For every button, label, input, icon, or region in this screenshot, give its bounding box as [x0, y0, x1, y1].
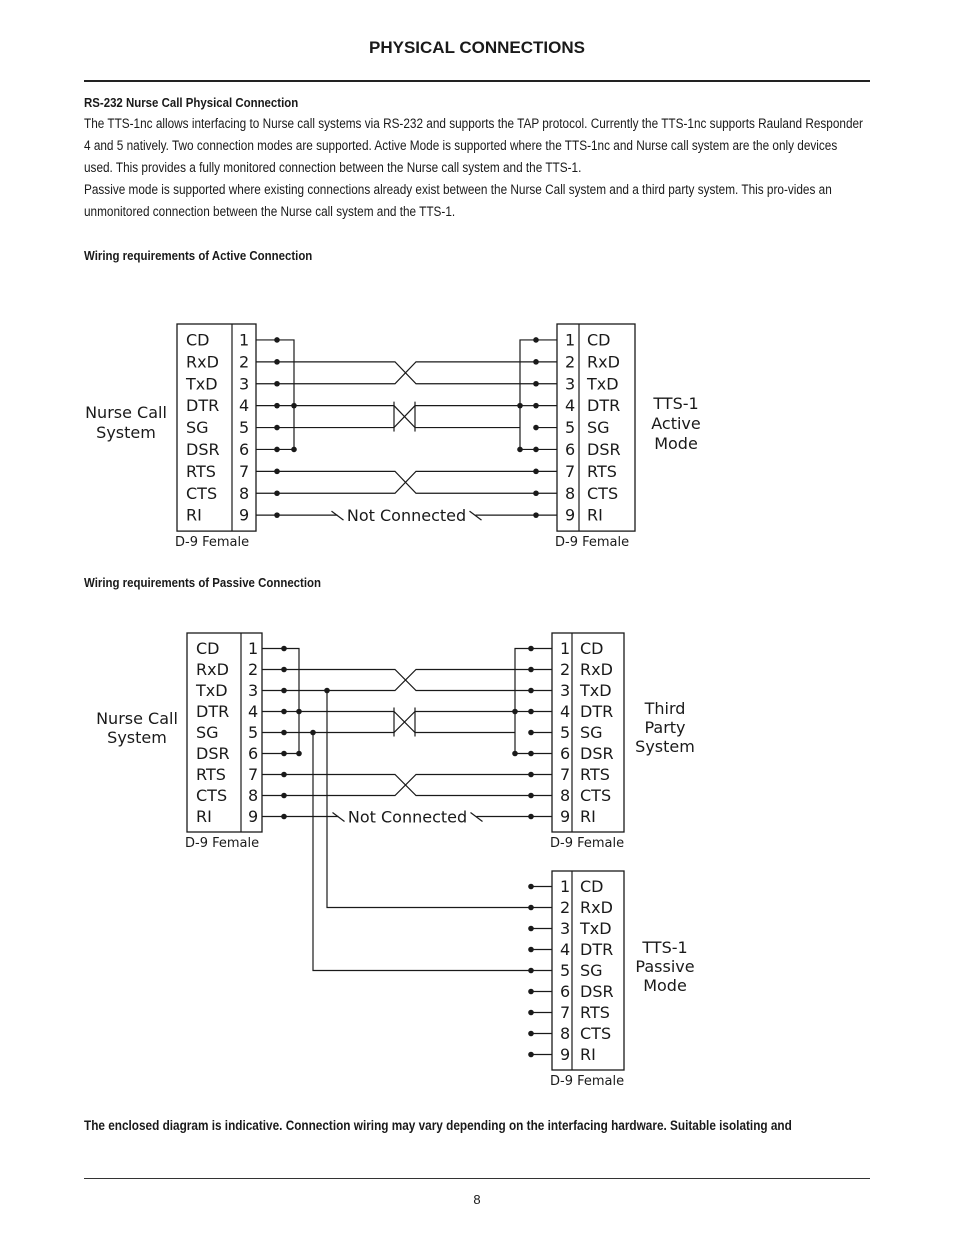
passive-left-loop-dot [296, 751, 302, 757]
passive-right-signal-label: SG [580, 723, 603, 742]
passive-rxtx-cross-1 [284, 670, 531, 691]
passive-right-signal-label: RxD [580, 660, 613, 679]
passive-right-signal-label: RI [580, 807, 596, 826]
passive-left-system-label: Nurse Call [96, 709, 178, 728]
passive-tts-pin-label: 7 [560, 1003, 571, 1022]
active-left-pin-label: 5 [239, 418, 250, 438]
active-left-pin-label: 4 [239, 396, 250, 416]
passive-left-pin-label: 1 [248, 639, 259, 658]
passive-tts-signal-label: RxD [580, 898, 613, 917]
passive-tts-signal-label: CTS [580, 1024, 612, 1043]
active-right-loop-dot [517, 447, 523, 453]
passive-right-pin-label: 8 [560, 786, 571, 805]
active-left-pin-label: 1 [239, 330, 250, 350]
active-right-system-label: Mode [654, 434, 698, 453]
active-left-signal-label: DTR [186, 396, 220, 416]
passive-left-signal-label: SG [196, 723, 219, 742]
passive-tts-pin-dot [528, 926, 534, 932]
active-left-pin-label: 8 [239, 483, 250, 503]
passive-left-pin-label: 8 [248, 786, 259, 805]
passive-tts-pin-label: 5 [560, 961, 571, 980]
page-number: 8 [473, 1192, 481, 1207]
passive-tts-pin-dot [528, 989, 534, 995]
passive-right-signal-label: CTS [580, 786, 612, 805]
active-right-pin-label: 1 [565, 330, 576, 350]
active-right-signal-label: DTR [587, 396, 621, 416]
active-right-signal-label: RxD [587, 352, 620, 372]
passive-right-signal-label: DSR [580, 744, 614, 763]
passive-right-signal-label: RTS [580, 765, 610, 784]
active-right-signal-label: RTS [587, 461, 617, 481]
passive-tts-signal-label: RI [580, 1045, 596, 1064]
passive-left-signal-label: DSR [196, 744, 230, 763]
active-right-pin-label: 2 [565, 352, 576, 372]
active-right-system-label: Active [651, 414, 701, 433]
active-right-pin-label: 6 [565, 439, 576, 459]
passive-right-pin-label: 6 [560, 744, 571, 763]
passive-tts-pin-label: 4 [560, 940, 571, 959]
passive-right-signal-label: CD [580, 639, 604, 658]
passive-right-pin-label: 1 [560, 639, 571, 658]
passive-right-pin-dot [528, 730, 534, 736]
active-rtscts-cross-2 [277, 471, 536, 493]
passive-txd-tap [327, 691, 531, 908]
active-right-pin-label: 8 [565, 483, 576, 503]
passive-left-pin-label: 3 [248, 681, 259, 700]
passive-sg-tap [313, 733, 531, 971]
footer-note: The enclosed diagram is indicative. Connection wiring may vary depending on the interfacing hardware. Suitable isolating and [84, 1118, 792, 1133]
passive-right-pin-label: 2 [560, 660, 571, 679]
passive-right-pin-label: 5 [560, 723, 571, 742]
passive-tts-pin-dot [528, 884, 534, 890]
passive-sg-dtr [284, 712, 515, 733]
passive-tts-pin-label: 9 [560, 1045, 571, 1064]
passive-right-pin-label: 7 [560, 765, 571, 784]
passive-left-loopback [284, 649, 299, 754]
passive-left-signal-label: DTR [196, 702, 230, 721]
passive-left-signal-label: CTS [196, 786, 228, 805]
bottom-divider [84, 1178, 870, 1179]
passive-tts-pin-dot [528, 1052, 534, 1058]
passive-tts-signal-label: CD [580, 877, 604, 896]
passive-tts-pin-dot [528, 1031, 534, 1037]
active-left-system-label: Nurse Call [85, 403, 167, 422]
passive-tts-pin-label: 3 [560, 919, 571, 938]
passive-right-system-label: Party [644, 718, 686, 737]
passive-left-signal-label: TxD [196, 681, 228, 700]
active-left-signal-label: CD [186, 330, 210, 350]
passive-tts-pin-label: 6 [560, 982, 571, 1001]
passive-tts-label: Mode [643, 976, 687, 995]
active-right-connector-type: D-9 Female [555, 535, 630, 551]
paragraph-passive-intro: Passive mode is supported where existing connections already exist between the Nurse Call system and a third party system. This pro-vides an unmonitored connection between the Nurse call system and the TTS-1. [84, 182, 832, 219]
active-right-pin-label: 5 [565, 418, 576, 438]
active-left-signal-label: CTS [186, 483, 218, 503]
passive-tts-pin-label: 2 [560, 898, 571, 917]
passive-right-pin-label: 4 [560, 702, 571, 721]
passive-tts-pin-dot [528, 1010, 534, 1016]
passive-right-connector-type: D-9 Female [550, 836, 625, 851]
active-heading: Wiring requirements of Active Connection [84, 248, 313, 263]
passive-left-signal-label: RxD [196, 660, 229, 679]
active-right-signal-label: CTS [587, 483, 619, 503]
paragraph-active-intro: The TTS-1nc allows interfacing to Nurse call systems via RS-232 and supports the TAP protocol. Currently the TTS-1nc supports Rauland Responder 4 and 5 natively. Two connection modes are supported. Active Mode is supported where the TTS-1nc and Nurse call system are the only devices used. This provides a fully monitored connection between the Nurse call system and the TTS-1. [84, 116, 863, 175]
active-rtscts-cross-1 [277, 471, 536, 493]
passive-ri-label: Not Connected [347, 807, 468, 827]
active-left-loopback [277, 340, 294, 450]
active-left-signal-label: RI [186, 505, 202, 525]
active-ri-label: Not Connected [346, 506, 467, 526]
passive-tts-signal-label: DTR [580, 940, 614, 959]
active-right-pin-label: 4 [565, 396, 576, 416]
active-right-signal-label: RI [587, 505, 603, 525]
passive-left-signal-label: CD [196, 639, 220, 658]
page-title: PHYSICAL CONNECTIONS [369, 38, 585, 57]
active-left-signal-label: TxD [186, 374, 218, 394]
passive-left-pin-label: 9 [248, 807, 259, 826]
active-left-signal-label: RxD [186, 352, 219, 372]
active-right-loopback [520, 340, 536, 450]
passive-rxtx-cross-2 [284, 670, 531, 691]
active-left-pin-label: 2 [239, 352, 250, 372]
active-right-signal-label: CD [587, 330, 611, 350]
active-rxtx-cross-2 [277, 362, 536, 384]
passive-tts-pin-label: 1 [560, 877, 571, 896]
active-left-pin-label: 3 [239, 374, 250, 394]
active-right-system-label: TTS-1 [653, 394, 699, 413]
passive-left-connector-type: D-9 Female [185, 836, 260, 851]
active-left-signal-label: DSR [186, 439, 220, 459]
passive-tts-signal-label: TxD [580, 919, 612, 938]
passive-tts-signal-label: SG [580, 961, 603, 980]
active-left-pin-label: 9 [239, 505, 250, 525]
active-left-pin-label: 7 [239, 461, 250, 481]
active-right-pin-dot [533, 425, 539, 431]
passive-tts-connector-type: D-9 Female [550, 1074, 625, 1089]
passive-left-signal-label: RI [196, 807, 212, 826]
passive-left-signal-label: RTS [196, 765, 226, 784]
passive-heading: Wiring requirements of Passive Connection [84, 575, 322, 590]
passive-tts-pin-dot [528, 947, 534, 953]
passive-tts-signal-label: RTS [580, 1003, 610, 1022]
passive-right-pin-label: 9 [560, 807, 571, 826]
active-left-connector-type: D-9 Female [175, 535, 250, 551]
active-right-pin-label: 3 [565, 374, 576, 394]
passive-right-loopback [515, 649, 531, 754]
passive-right-signal-label: DTR [580, 702, 614, 721]
active-sg-dtr [277, 406, 520, 428]
active-right-pin-label: 7 [565, 461, 576, 481]
passive-dtr-sg [299, 712, 515, 733]
passive-left-pin-label: 6 [248, 744, 259, 763]
passive-tts-pin-label: 8 [560, 1024, 571, 1043]
passive-left-pin-label: 5 [248, 723, 259, 742]
passive-wiring-diagram [96, 633, 695, 1089]
passive-right-pin-label: 3 [560, 681, 571, 700]
active-right-signal-label: DSR [587, 439, 621, 459]
passive-right-signal-label: TxD [580, 681, 612, 700]
section-heading: RS-232 Nurse Call Physical Connection [84, 95, 299, 110]
passive-right-system-label: System [635, 737, 695, 756]
passive-tts-signal-label: DSR [580, 982, 614, 1001]
active-left-system-label: System [96, 423, 156, 442]
active-right-signal-label: TxD [587, 374, 619, 394]
active-rxtx-cross-1 [277, 362, 536, 384]
active-left-loop-dot [291, 447, 297, 453]
active-right-pin-label: 9 [565, 505, 576, 525]
active-left-signal-label: RTS [186, 461, 216, 481]
passive-left-pin-label: 7 [248, 765, 259, 784]
active-left-pin-label: 6 [239, 439, 250, 459]
passive-rtscts-cross-2 [284, 775, 531, 796]
active-right-signal-label: SG [587, 418, 610, 438]
passive-rtscts-cross-1 [284, 775, 531, 796]
active-wiring-diagram [85, 324, 701, 550]
passive-left-pin-label: 2 [248, 660, 259, 679]
passive-left-system-label: System [107, 728, 167, 747]
passive-left-pin-label: 4 [248, 702, 259, 721]
passive-right-system-label: Third [644, 699, 686, 718]
passive-tts-label: Passive [635, 957, 695, 976]
active-dtr-sg [294, 406, 520, 428]
active-left-signal-label: SG [186, 418, 209, 438]
passive-tts-label: TTS-1 [642, 938, 688, 957]
passive-right-loop-dot [512, 751, 518, 757]
